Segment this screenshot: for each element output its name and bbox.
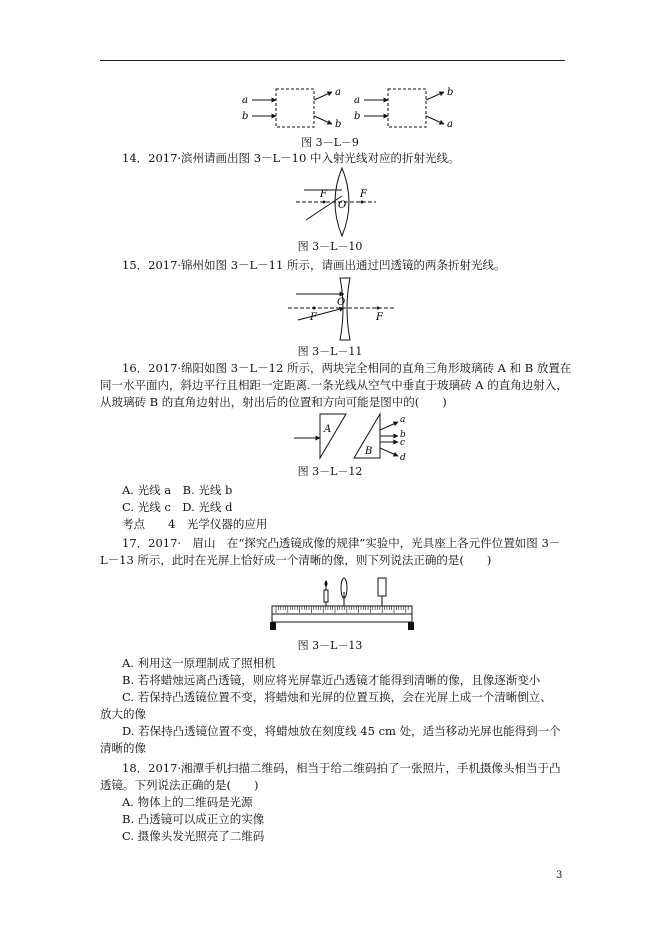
question-16-line-2: 同一水平面内，斜边平行且相距一定距离.一条光线从空气中垂直于玻璃砖 A 的直角边射入，: [100, 378, 568, 392]
fig11-label-f-left: F: [310, 312, 317, 323]
fig11-label-o: O: [337, 297, 346, 308]
figure-3-l-11: [284, 276, 400, 342]
fig10-label-f-left: F: [320, 189, 327, 200]
question-16-options-cd: C. 光线 c D. 光线 d: [122, 500, 233, 514]
fig9-label-b-out-2: b: [447, 87, 454, 98]
question-18-line-2: 透镜。下列说法正确的是( ): [100, 778, 259, 792]
question-17-option-c-line-2: 放大的像: [100, 707, 146, 721]
fig12-label-a-glass: A: [324, 424, 332, 435]
fig9-label-a-in: a: [242, 95, 248, 106]
question-17-option-a: A. 利用这一原理制成了照相机: [122, 656, 276, 670]
fig12-label-b-glass: B: [365, 446, 373, 457]
question-18-option-a: A. 物体上的二维码是光源: [122, 795, 253, 809]
page-number: 3: [556, 870, 563, 881]
fig12-label-ray-c: c: [400, 438, 406, 448]
fig9-label-b-in: b: [242, 111, 249, 122]
fig10-label-o: O: [338, 200, 347, 211]
question-17-option-d-line-2: 清晰的像: [100, 741, 146, 755]
section-heading: 考点 4 光学仪器的应用: [122, 517, 268, 531]
fig12-label-ray-a: a: [400, 415, 406, 425]
question-16-line-3: 从玻璃砖 B 的直角边射出，射出后的位置和方向可能是图中的( ): [100, 395, 447, 409]
figure-3-l-9: [236, 86, 456, 132]
question-17-option-d-line-1: D. 若保持凸透镜位置不变，将蜡烛放在刻度线 45 cm 处，适当移动光屏也能得到一个: [122, 724, 561, 738]
fig9-label-b-in-2: b: [354, 111, 361, 122]
question-16-options-ab: A. 光线 a B. 光线 b: [122, 483, 233, 497]
question-16-line-1: 16．2017·绵阳如图 3－L－12 所示，两块完全相同的直角三角形玻璃砖 A 和 B 放置在: [122, 361, 572, 375]
question-14: 14．2017·滨州请画出图 3－L－10 中入射光线对应的折射光线。: [122, 151, 460, 165]
fig11-label-f-right: F: [376, 312, 383, 323]
question-15: 15．2017·锦州如图 3－L－11 所示，请画出通过凹透镜的两条折射光线。: [122, 258, 506, 272]
question-18-option-b: B. 凸透镜可以成正立的实像: [122, 812, 265, 826]
fig12-label-ray-b: b: [400, 430, 406, 440]
fig10-label-f-right: F: [360, 189, 367, 200]
figure-3-l-13-caption: 图 3－L－13: [297, 639, 363, 652]
figure-3-l-12-caption: 图 3－L－12: [297, 465, 363, 478]
fig9-label-a-in-2: a: [354, 95, 360, 106]
question-17-option-b: B. 若将蜡烛远离凸透镜，则应将光屏靠近凸透镜才能得到清晰的像，且像逐渐变小: [122, 673, 541, 687]
fig9-label-a-out-2: a: [447, 119, 453, 130]
question-17-line-2: L－13 所示，此时在光屏上恰好成一个清晰的像，则下列说法正确的是( ): [100, 553, 492, 567]
fig9-label-a-out: a: [335, 87, 341, 98]
question-17-line-1: 17．2017· 眉山 在“探究凸透镜成像的规律”实验中，光具座上各元件位置如图 3－: [122, 536, 561, 550]
figure-3-l-10-caption: 图 3－L－10: [297, 240, 363, 253]
figure-3-l-9-caption: 图 3－L－9: [301, 136, 359, 149]
question-18-line-1: 18．2017·湘潭手机扫描二维码，相当于给二维码拍了一张照片，手机摄像头相当于凸: [122, 761, 561, 775]
header-rule: [100, 60, 565, 61]
figure-3-l-10: [290, 166, 380, 238]
figure-3-l-13: [268, 572, 418, 634]
fig12-label-ray-d: d: [400, 453, 406, 462]
fig9-label-b-out: b: [335, 119, 342, 130]
optical-bench-ticks: [276, 606, 408, 613]
question-17-option-c-line-1: C. 若保持凸透镜位置不变，将蜡烛和光屏的位置互换，会在光屏上成一个清晰倒立、: [122, 690, 552, 704]
figure-3-l-11-caption: 图 3－L－11: [297, 345, 363, 358]
question-18-option-c: C. 摄像头发光照亮了二维码: [122, 829, 265, 843]
figure-3-l-12: [290, 410, 410, 462]
